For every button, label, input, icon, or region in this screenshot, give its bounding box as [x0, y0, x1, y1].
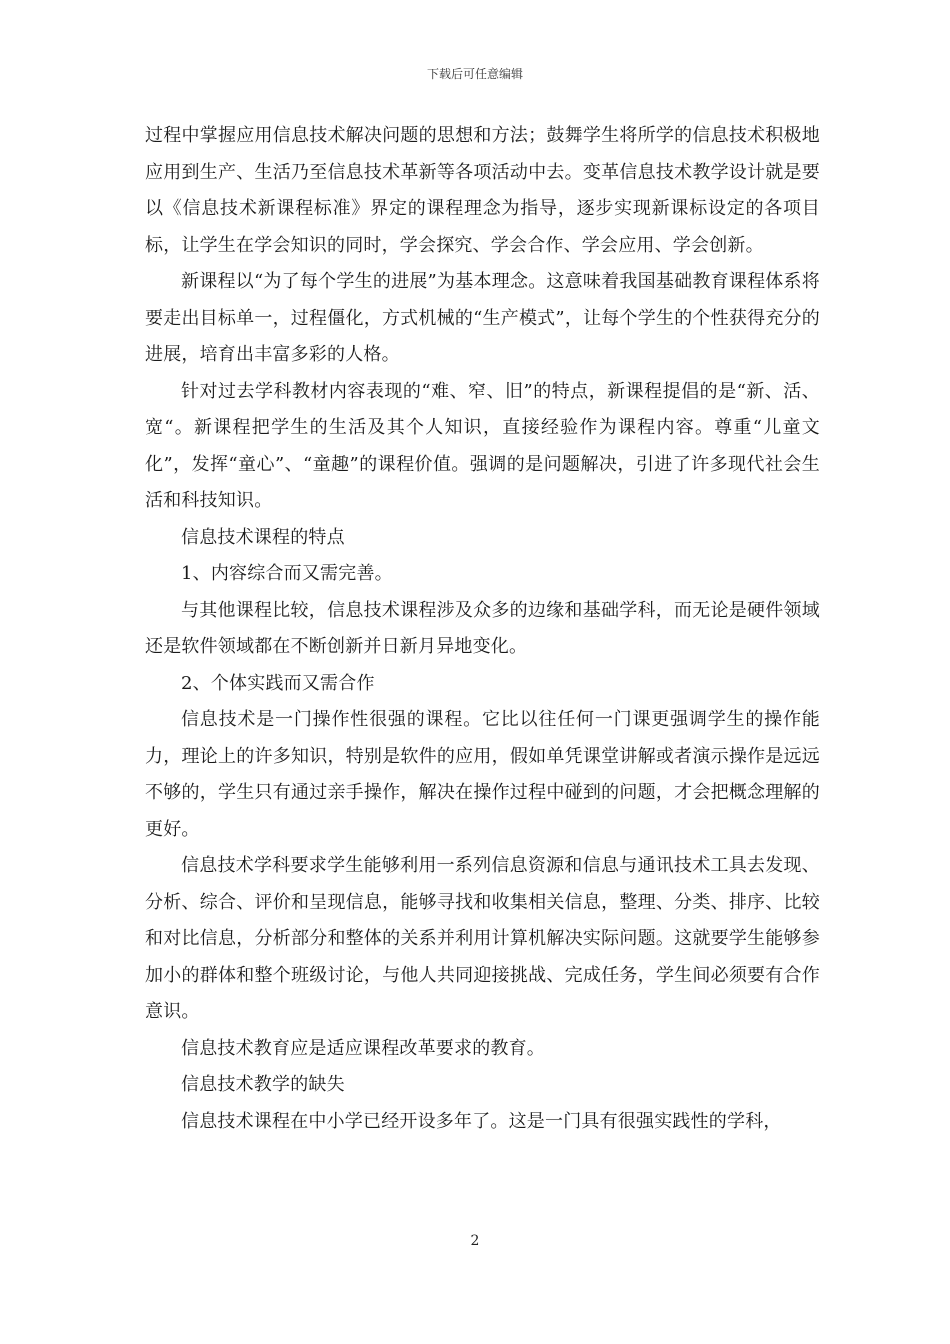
- paragraph: 与其他课程比较，信息技术课程涉及众多的边缘和基础学科，而无论是硬件领域还是软件领域都在不断创新并日新月异地变化。: [145, 599, 820, 657]
- paragraph: 针对过去学科教材内容表现的“难、窄、旧”的特点，新课程提倡的是“新、活、宽“。新课程把学生的生活及其个人知识，直接经验作为课程内容。尊重“儿童文化”，发挥“童心”、“童趣”的课程价值。强调的是问题解决，引进了许多现代社会生活和科技知识。: [145, 380, 820, 511]
- list-item-heading: 2、个体实践而又需合作: [181, 672, 375, 694]
- page-number: 2: [470, 1233, 480, 1249]
- section-heading: 信息技术课程的特点: [181, 526, 345, 548]
- paragraph: 信息技术教育应是适应课程改革要求的教育。: [181, 1037, 545, 1059]
- document-body: [145, 118, 820, 1140]
- list-item-heading: 1、内容综合而又需完善。: [181, 563, 393, 584]
- page-header: 下载后可任意编辑: [426, 67, 523, 81]
- paragraph: 信息技术学科要求学生能够利用一系列信息资源和信息与通讯技术工具去发现、分析、综合、评价和呈现信息，能够寻找和收集相关信息，整理、分类、排序、比较和对比信息，分析部分和整体的关系并利用计算机解决实际问题。这就要学生能够参加小的群体和整个班级讨论，与他人共同迎接挑战、完成任务，学生间必须要有合作意识。: [145, 855, 820, 1022]
- paragraph: 新课程以“为了每个学生的进展”为基本理念。这意味着我国基础教育课程体系将要走出目标单一，过程僵化，方式机械的“生产模式”，让每个学生的个性获得充分的进展，培育出丰富多彩的人格。: [145, 271, 820, 365]
- paragraph-continuation: 过程中掌握应用信息技术解决问题的思想和方法；鼓舞学生将所学的信息技术积极地应用到生产、生活乃至信息技术革新等各项活动中去。变革信息技术教学设计就是要以《信息技术新课程标准》界定的课程理念为指导，逐步实现新课标设定的各项目标，让学生在学会知识的同时，学会探究、学会合作、学会应用、学会创新。: [145, 125, 820, 256]
- paragraph: 信息技术课程在中小学已经开设多年了。这是一门具有很强实践性的学科，: [181, 1110, 782, 1132]
- section-heading: 信息技术教学的缺失: [181, 1074, 345, 1095]
- paragraph: 信息技术是一门操作性很强的课程。它比以往任何一门课更强调学生的操作能力，理论上的许多知识，特别是软件的应用，假如单凭课堂讲解或者演示操作是远远不够的，学生只有通过亲手操作，解决在操作过程中碰到的问题，才会把概念理解的更好。: [145, 709, 820, 840]
